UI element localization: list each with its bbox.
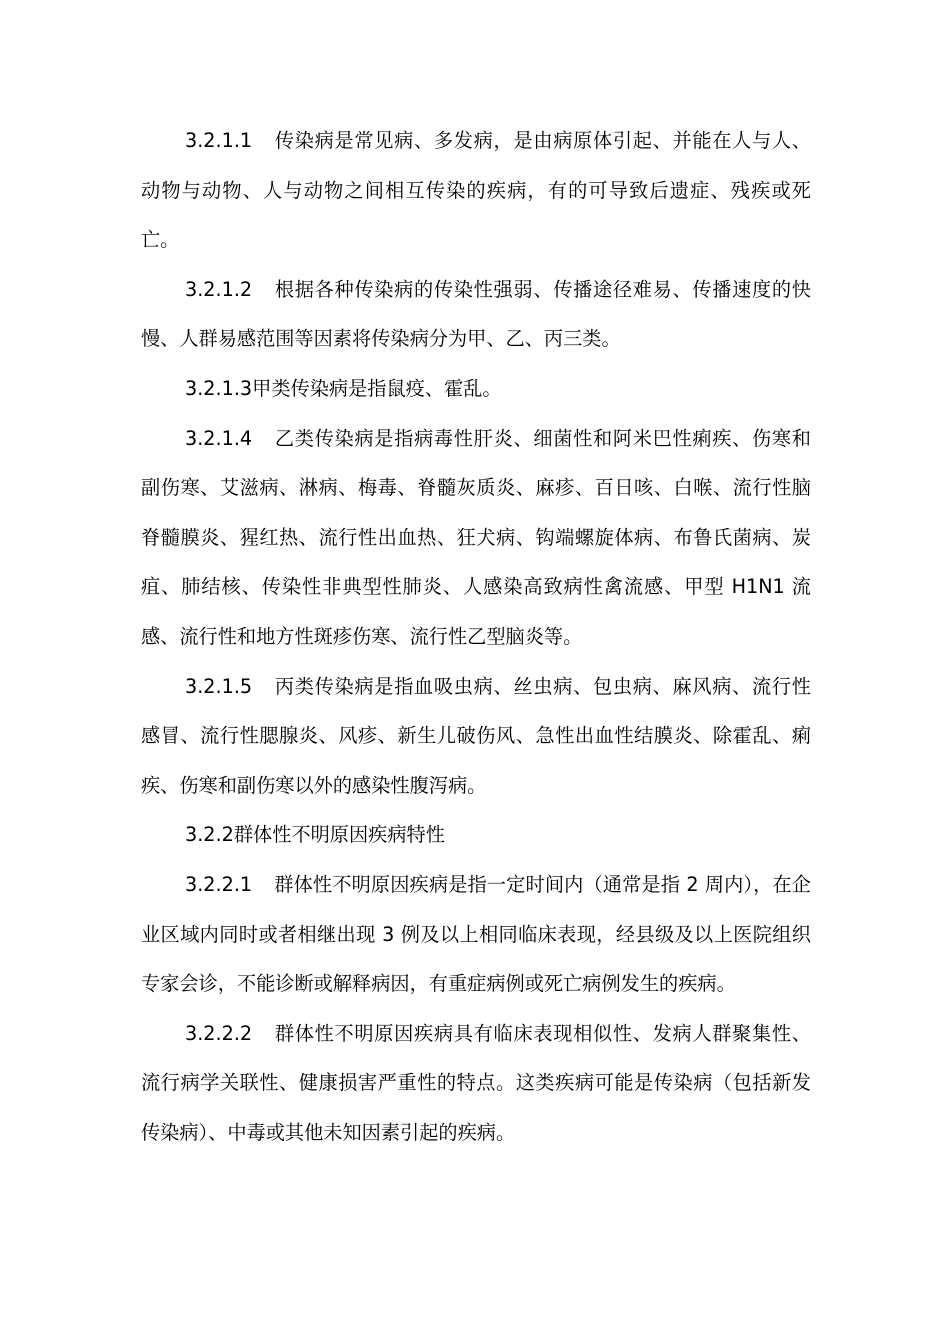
- paragraph-number: 3.2.2.2: [185, 1021, 253, 1045]
- paragraph-3-2-1-2: [141, 265, 811, 364]
- document-body: [141, 116, 811, 1157]
- section-number: 3.2.2: [185, 823, 234, 847]
- paragraph-text: 群体性不明原因疾病是指一定时间内（通常是指 2 周内），在企业区域内同时或者相继出现 3 例及以上相同临床表现，经县级及以上医院组织专家会诊，不能诊断或解释病因，有重症病例或死亡病例发生的疾病。: [141, 872, 811, 996]
- paragraph-3-2-1-4: [141, 414, 811, 662]
- paragraph-number: 3.2.1.4: [185, 426, 253, 450]
- paragraph-text: 丙类传染病是指血吸虫病、丝虫病、包虫病、麻风病、流行性感冒、流行性腮腺炎、风疹、新生儿破伤风、急性出血性结膜炎、除霍乱、痢疾、伤寒和副伤寒以外的感染性腹泻病。: [141, 674, 811, 797]
- paragraph-number: 3.2.1.1: [185, 129, 253, 152]
- paragraph-3-2-2-1: [141, 860, 811, 1009]
- paragraph-3-2-1-1: [141, 116, 811, 265]
- paragraph-number: 3.2.1.5: [185, 674, 253, 698]
- paragraph-text: 根据各种传染病的传染性强弱、传播途径难易、传播速度的快慢、人群易感范围等因素将传染病分为甲、乙、丙三类。: [141, 277, 811, 351]
- paragraph-text: 群体性不明原因疾病具有临床表现相似性、发病人群聚集性、流行病学关联性、健康损害严重性的特点。这类疾病可能是传染病（包括新发传染病）、中毒或其他未知因素引起的疾病。: [141, 1021, 811, 1144]
- paragraph-number: 3.2.1.2: [185, 277, 253, 301]
- paragraph-text: 传染病是常见病、多发病，是由病原体引起、并能在人与人、动物与动物、人与动物之间相互传染的疾病，有的可导致后遗症、残疾或死亡。: [141, 129, 811, 252]
- paragraph-3-2-2-2: [141, 1009, 811, 1158]
- paragraph-text: 乙类传染病是指病毒性肝炎、细菌性和阿米巴性痢疾、伤寒和副伤寒、艾滋病、淋病、梅毒、脊髓灰质炎、麻疹、百日咳、白喉、流行性脑脊髓膜炎、猩红热、流行性出血热、狂犬病、钩端螺旋体病、布鲁氏菌病、炭疽、肺结核、传染性非典型性肺炎、人感染高致病性禽流感、甲型 H1N1 流感、流行性和地方性斑疹伤寒、流行性乙型脑炎等。: [141, 426, 811, 648]
- paragraph-text: 甲类传染病是指鼠疫、霍乱。: [252, 376, 502, 400]
- paragraph-3-2-1-3: [141, 364, 811, 414]
- paragraph-number: 3.2.2.1: [185, 872, 253, 896]
- paragraph-number: 3.2.1.3: [185, 376, 253, 400]
- section-title: 群体性不明原因疾病特性: [233, 823, 445, 847]
- section-heading-3-2-2: [141, 810, 811, 860]
- paragraph-3-2-1-5: [141, 662, 811, 811]
